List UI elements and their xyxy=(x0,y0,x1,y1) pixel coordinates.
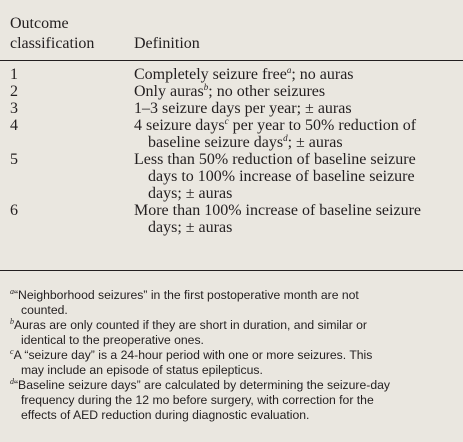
footnote-text: Auras are only counted if they are short in duration, and similar or xyxy=(14,318,367,332)
footnote xyxy=(10,318,458,348)
definition-text: Completely seizure free xyxy=(134,66,287,83)
footnote-line xyxy=(10,363,458,378)
outcome-definition xyxy=(134,117,456,151)
outcome-class-number: 5 xyxy=(10,151,18,168)
definition-line xyxy=(134,219,456,236)
outcome-class-number: 1 xyxy=(10,66,18,83)
definition-line xyxy=(134,151,456,168)
footnote-marker: b xyxy=(10,317,14,326)
footnote-marker: b xyxy=(203,82,209,92)
outcome-class-number: 6 xyxy=(10,202,18,219)
table-row xyxy=(0,202,463,236)
footnote-text: effects of AED reduction during diagnostic evaluation. xyxy=(21,408,310,422)
footnote xyxy=(10,348,458,378)
footnote-marker: a xyxy=(10,287,14,296)
footnote-marker: c xyxy=(10,347,14,356)
footnote-marker: d xyxy=(10,377,14,386)
footnote-line xyxy=(10,393,458,408)
outcome-definition xyxy=(134,151,456,202)
footnote-marker: c xyxy=(224,116,229,126)
footnote-text: may include an episode of status epilepticus. xyxy=(21,363,263,377)
table-row xyxy=(0,151,463,202)
footnote-line xyxy=(10,378,458,393)
outcome-definition xyxy=(134,202,456,236)
outcome-definition xyxy=(134,66,456,83)
outcome-definition xyxy=(134,100,456,117)
table-row xyxy=(0,66,463,83)
outcome-classification-header xyxy=(10,14,140,54)
definition-text: baseline seizure days xyxy=(148,134,284,151)
definition-text: days; ± auras xyxy=(148,219,233,236)
footnote xyxy=(10,288,458,318)
outcome-header-line1: Outcome xyxy=(10,15,69,32)
definition-text: 1–3 seizure days per year; ± auras xyxy=(134,100,352,117)
table-header xyxy=(0,0,463,62)
definition-line xyxy=(134,168,456,185)
definition-text: ; no other seizures xyxy=(208,83,326,100)
table-row xyxy=(0,117,463,151)
table-row xyxy=(0,83,463,100)
footnote-line xyxy=(10,303,458,318)
footnote-text: identical to the preoperative ones. xyxy=(21,333,204,347)
footnote-line xyxy=(10,348,458,363)
definition-line xyxy=(134,134,456,151)
table-row xyxy=(0,100,463,117)
definition-text: days; ± auras xyxy=(148,185,233,202)
outcome-class-number: 2 xyxy=(10,83,18,100)
definition-line xyxy=(134,117,456,134)
footnote-text: “Neighborhood seizures” in the first postoperative month are not xyxy=(14,288,359,302)
table-top-rule xyxy=(0,60,463,61)
outcome-class-number: 3 xyxy=(10,100,18,117)
footnote-text: “Baseline seizure days” are calculated by determining the seizure-day xyxy=(14,378,390,392)
outcome-definition xyxy=(134,83,456,100)
footnote-line xyxy=(10,288,458,303)
footnote-line xyxy=(10,318,458,333)
definition-line xyxy=(134,185,456,202)
table-body xyxy=(0,66,463,236)
footnote-text: A “seizure day” is a 24-hour period with one or more seizures. This xyxy=(13,348,373,362)
definition-text: ; no auras xyxy=(291,66,354,83)
definition-text: 4 seizure days xyxy=(134,117,225,134)
definition-text: Only auras xyxy=(134,83,204,100)
footnote-text: counted. xyxy=(21,303,68,317)
definition-line xyxy=(134,83,456,100)
definition-line xyxy=(134,66,456,83)
table-bottom-rule xyxy=(0,270,463,271)
definition-text: Less than 50% reduction of baseline seizure xyxy=(134,151,416,168)
definition-header: Definition xyxy=(134,35,200,52)
outcome-class-number: 4 xyxy=(10,117,18,134)
footnote-marker: d xyxy=(283,133,288,143)
footnote-line xyxy=(10,408,458,423)
outcome-header-line2: classification xyxy=(10,35,95,52)
definition-text: per year to 50% reduction of xyxy=(228,117,417,134)
definition-line xyxy=(134,100,456,117)
definition-line xyxy=(134,202,456,219)
definition-text: More than 100% increase of baseline seizure xyxy=(134,202,421,219)
footnote-line xyxy=(10,333,458,348)
footnotes xyxy=(10,288,458,423)
definition-text: days to 100% increase of baseline seizure xyxy=(148,168,415,185)
definition-text: ; ± auras xyxy=(287,134,343,151)
footnote-text: frequency during the 12 mo before surgery, with correction for the xyxy=(21,393,374,407)
footnote-marker: a xyxy=(286,65,292,75)
footnote xyxy=(10,378,458,423)
